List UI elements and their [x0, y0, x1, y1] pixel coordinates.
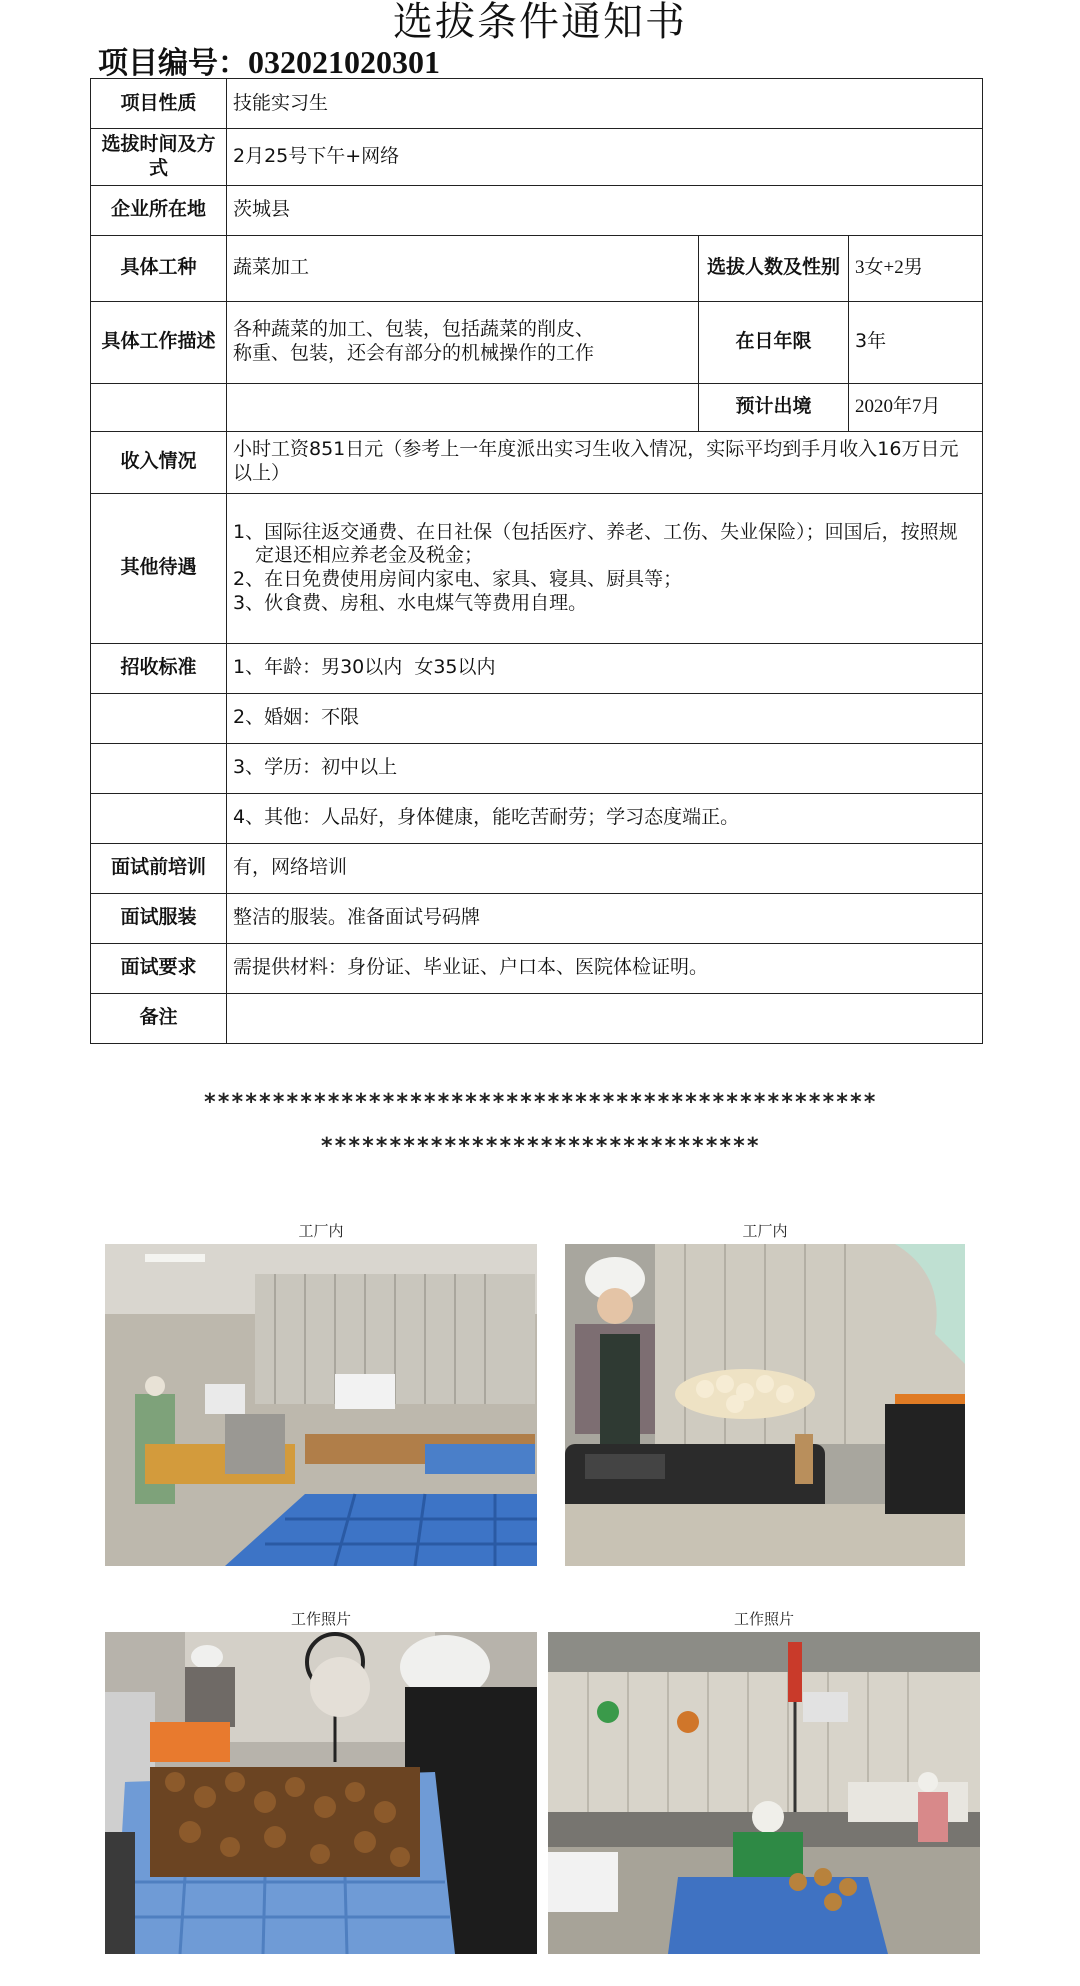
value-location: 茨城县 — [227, 185, 983, 235]
row-remarks — [91, 993, 983, 1043]
value-job-type: 蔬菜加工 — [227, 235, 699, 301]
value-remarks — [227, 993, 983, 1043]
divider-stars: ************************************************* — [203, 1090, 877, 1115]
row-criteria-marriage — [91, 693, 983, 743]
row-nature — [91, 79, 983, 129]
project-number-value: 032021020301 — [248, 44, 440, 80]
benefit-line: 1、国际往返交通费、在日社保（包括医疗、养老、工伤、失业保险）；回国后，按照规定退还相应养老金及税金； — [233, 520, 958, 567]
value-dress: 整洁的服装。准备面试号码牌 — [227, 893, 983, 943]
row-departure — [91, 383, 983, 431]
label-nature: 项目性质 — [91, 79, 227, 129]
label-benefits: 其他待遇 — [91, 493, 227, 643]
work-photo — [105, 1632, 537, 1954]
label-job-type: 具体工种 — [91, 235, 227, 301]
label-pre-training: 面试前培训 — [91, 843, 227, 893]
row-job-description — [91, 301, 983, 383]
empty-cell — [91, 383, 227, 431]
value-years-in-japan: 3年 — [849, 301, 983, 383]
row-dress — [91, 893, 983, 943]
row-income — [91, 431, 983, 493]
row-time-method — [91, 129, 983, 186]
row-requirements — [91, 943, 983, 993]
value-pre-training: 有，网络培训 — [227, 843, 983, 893]
row-location — [91, 185, 983, 235]
factory-photo — [105, 1244, 537, 1566]
row-criteria-education — [91, 743, 983, 793]
label-criteria: 招收标准 — [91, 643, 227, 693]
document-title: 选拔条件通知书 — [393, 0, 687, 45]
value-requirements: 需提供材料：身份证、毕业证、户口本、医院体检证明。 — [227, 943, 983, 993]
project-number — [98, 38, 440, 82]
value-nature: 技能实习生 — [227, 79, 983, 129]
label-requirements: 面试要求 — [91, 943, 227, 993]
benefit-line: 3、伙食费、房租、水电煤气等费用自理。 — [233, 591, 588, 614]
value-income: 小时工资851日元（参考上一年度派出实习生收入情况，实际平均到手月收入16万日元以上） — [227, 431, 983, 493]
work-photo — [548, 1632, 980, 1954]
value-criteria-education: 3、学历：初中以上 — [227, 743, 983, 793]
photo-caption: 工厂内 — [742, 1222, 788, 1240]
empty-cell — [91, 793, 227, 843]
divider-stars: ******************************** — [320, 1134, 760, 1159]
photo-caption: 工作照片 — [290, 1610, 351, 1628]
row-criteria-age — [91, 643, 983, 693]
row-criteria-other — [91, 793, 983, 843]
label-location: 企业所在地 — [91, 185, 227, 235]
label-departure: 预计出境 — [699, 383, 849, 431]
empty-cell — [91, 693, 227, 743]
row-benefits — [91, 493, 983, 643]
value-job-description: 各种蔬菜的加工、包装，包括蔬菜的削皮、称重、包装，还会有部分的机械操作的工作 — [227, 301, 699, 383]
value-criteria-marriage: 2、婚姻：不限 — [227, 693, 983, 743]
value-criteria-age: 1、年龄：男30以内 女35以内 — [227, 643, 983, 693]
row-job-type — [91, 235, 983, 301]
benefit-line: 2、在日免费使用房间内家电、家具、寝具、厨具等； — [233, 568, 683, 590]
photo-caption: 工厂内 — [298, 1222, 344, 1240]
photo-caption: 工作照片 — [733, 1610, 794, 1628]
label-years-in-japan: 在日年限 — [699, 301, 849, 383]
value-benefits — [227, 493, 983, 643]
label-headcount: 选拔人数及性别 — [699, 235, 849, 301]
label-time-method: 选拔时间及方式 — [91, 129, 227, 186]
label-dress: 面试服装 — [91, 893, 227, 943]
label-income: 收入情况 — [91, 431, 227, 493]
value-criteria-other: 4、其他：人品好，身体健康，能吃苦耐劳；学习态度端正。 — [227, 793, 983, 843]
label-job-description: 具体工作描述 — [91, 301, 227, 383]
row-pre-training — [91, 843, 983, 893]
value-departure: 2020年7月 — [849, 383, 983, 431]
project-number-label: 项目编号： — [98, 46, 248, 81]
factory-photo — [565, 1244, 965, 1566]
value-time-method: 2月25号下午+网络 — [227, 129, 983, 186]
selection-form-table — [90, 78, 983, 1044]
value-headcount: 3女+2男 — [849, 235, 983, 301]
label-remarks: 备注 — [91, 993, 227, 1043]
empty-cell — [91, 743, 227, 793]
empty-cell — [227, 383, 699, 431]
